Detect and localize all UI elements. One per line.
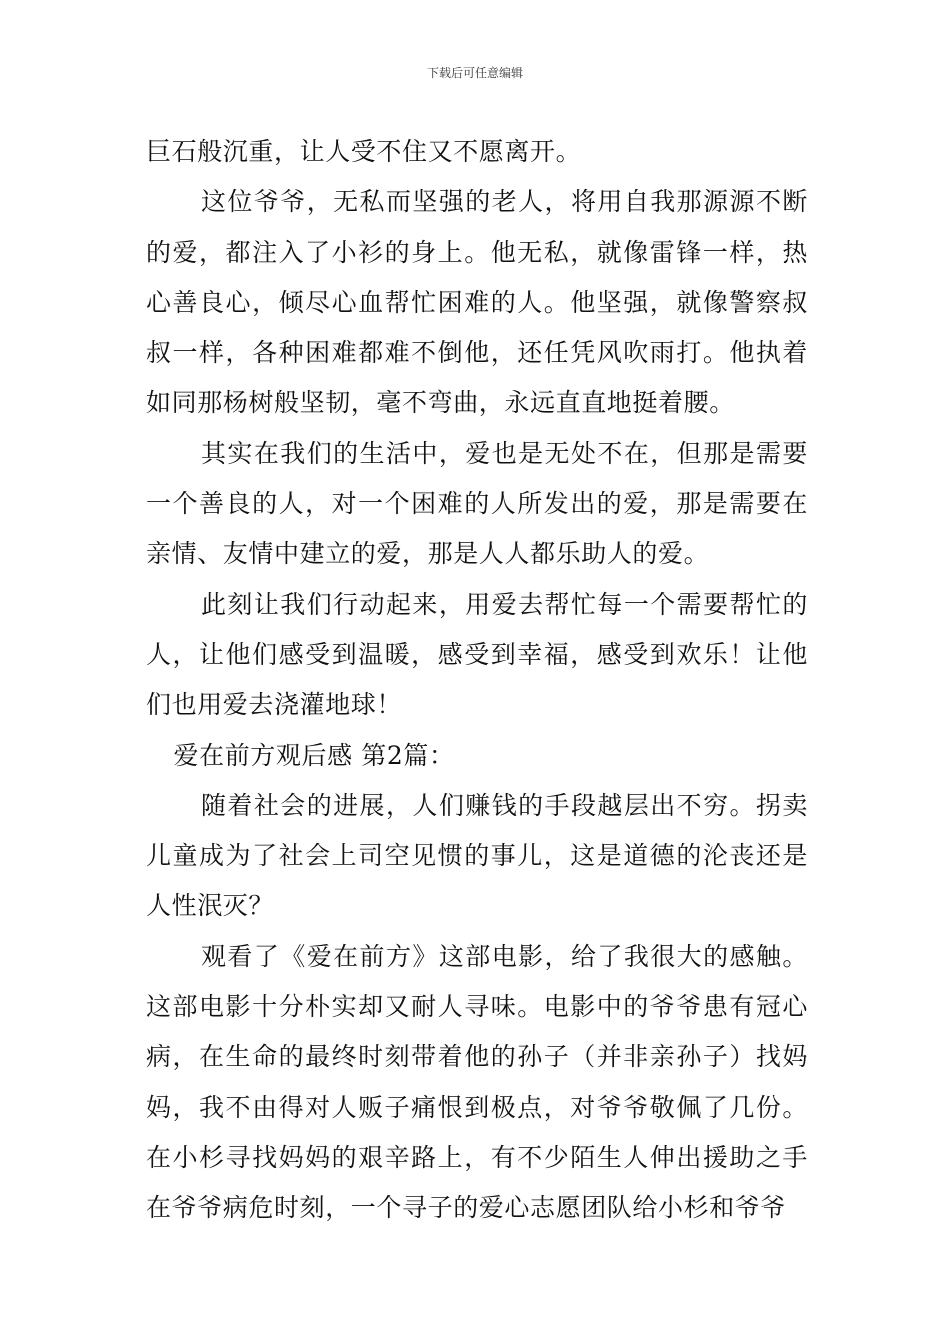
paragraph: 这位爷爷，无私而坚强的老人，将用自我那源源不断的爱，都注入了小衫的身上。他无私，就像雷锋一样，热心善良心，倾尽心血帮忙困难的人。他坚强，就像警察叔叔一样，各种困难都难不倒他，还任凭风吹雨打。他执着如同那杨树般坚韧，毫不弯曲，永远直直地挺着腰。: [146, 187, 808, 418]
section-heading: 爱在前方观后感 第2篇：: [173, 740, 455, 770]
paragraph: 此刻让我们行动起来，用爱去帮忙每一个需要帮忙的人，让他们感受到温暖，感受到幸福，感受到欢乐！让他们也用爱去浇灌地球！: [146, 589, 808, 720]
document-body: [146, 127, 808, 1234]
paragraph-continuation: 巨石般沉重，让人受不住又不愿离开。: [146, 137, 582, 166]
paragraph: 其实在我们的生活中，爱也是无处不在，但那是需要一个善良的人，对一个困难的人所发出的爱，那是需要在亲情、友情中建立的爱，那是人人都乐助人的爱。: [146, 438, 808, 569]
paragraph: 观看了《爱在前方》这部电影，给了我很大的感触。这部电影十分朴实却又耐人寻味。电影中的爷爷患有冠心病，在生命的最终时刻带着他的孙子（并非亲孙子）找妈妈，我不由得对人贩子痛恨到极点，对爷爷敬佩了几份。在小杉寻找妈妈的艰辛路上，有不少陌生人伸出援助之手在爷爷病危时刻，一个寻子的爱心志愿团队给小杉和爷爷: [146, 941, 808, 1223]
page-header: 下载后可任意编辑: [426, 66, 523, 80]
paragraph: 随着社会的进展，人们赚钱的手段越层出不穷。拐卖儿童成为了社会上司空见惯的事儿，这是道德的沦丧还是人性泯灭？: [146, 790, 808, 921]
